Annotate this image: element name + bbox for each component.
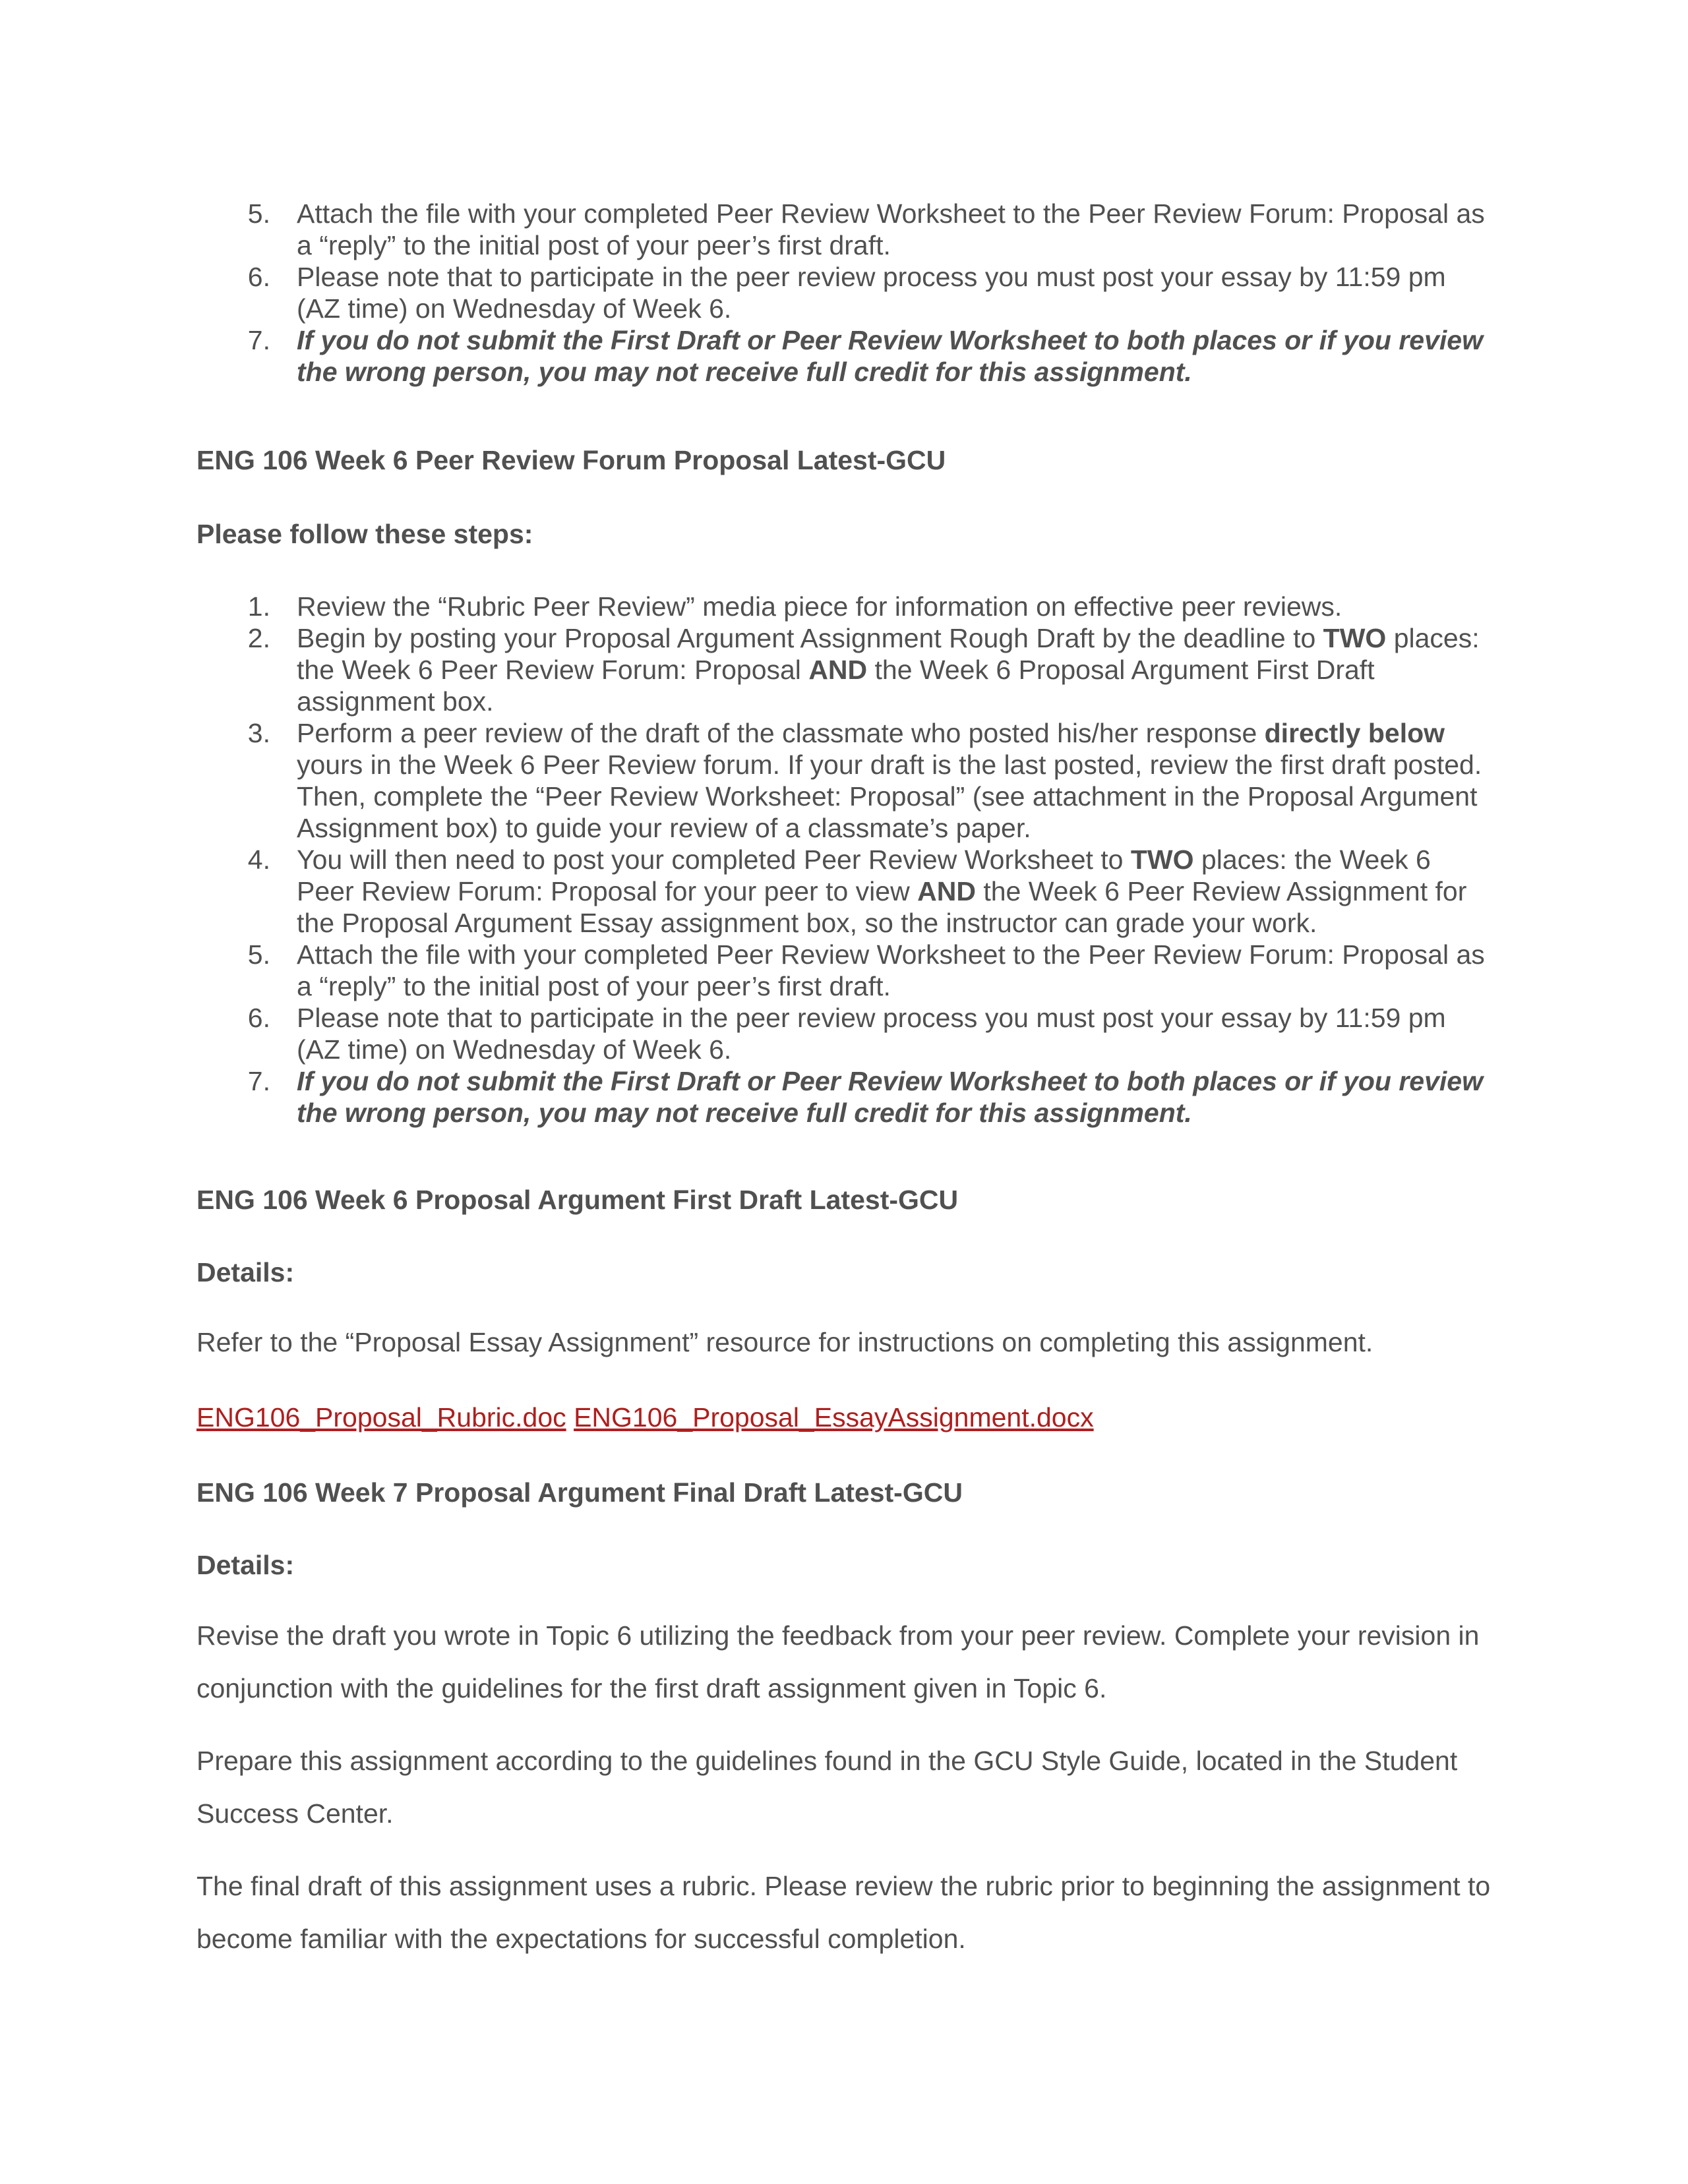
list-item: [234, 939, 1487, 1002]
list-number: 7.: [247, 1066, 270, 1096]
details-label: Details:: [196, 1550, 295, 1580]
warning-text: If you do not submit the First Draft or Peer Review Worksheet to both places or if you review the wrong person, you may not receive full credit for this assignment.: [297, 1066, 1483, 1128]
list-item: [234, 261, 1487, 324]
warning-text: If you do not submit the First Draft or Peer Review Worksheet to both places or if you review the wrong person, you may not receive full credit for this assignment.: [297, 325, 1483, 387]
essay-assignment-doc-link[interactable]: ENG106_Proposal_EssayAssignment.docx: [574, 1402, 1094, 1432]
section-body-text: The final draft of this assignment uses a rubric. Please review the rubric prior to beginning the assignment to become familiar with the expectations for successful completion.: [196, 1871, 1491, 1954]
steps-subheading: Please follow these steps:: [196, 519, 533, 549]
continued-steps-list: [234, 198, 1487, 388]
list-number: 7.: [247, 325, 270, 355]
list-item-text: Attach the file with your completed Peer Review Worksheet to the Peer Review Forum: Proposal as a “reply” to the initial post of your peer’s first draft.: [297, 939, 1485, 1001]
list-item-text: Review the “Rubric Peer Review” media piece for information on effective peer reviews.: [297, 591, 1342, 622]
list-item-text: You will then need to post your completed Peer Review Worksheet to TWO places: the Week 6 Peer Review Forum: Proposal for your peer to view AND the Week 6 Peer Review Assignment for the Proposal Argument Essay assignment box, so the instructor can grade your work.: [297, 844, 1467, 938]
list-item: [234, 198, 1487, 261]
peer-review-steps-list: [234, 591, 1487, 1129]
attachment-links: [196, 1402, 1094, 1433]
list-number: 6.: [247, 262, 270, 292]
list-item-text: Begin by posting your Proposal Argument Assignment Rough Draft by the deadline to TWO places: the Week 6 Peer Review Forum: Proposal AND the Week 6 Proposal Argument First Draft assignment box.: [297, 623, 1480, 717]
list-item: [234, 324, 1487, 388]
list-item-text: Please note that to participate in the peer review process you must post your essay by 11:59 pm (AZ time) on Wednesday of Week 6.: [297, 1003, 1446, 1065]
list-item: [234, 844, 1487, 939]
list-number: 5.: [247, 198, 270, 229]
section-body-text: Refer to the “Proposal Essay Assignment” resource for instructions on completing this assignment.: [196, 1327, 1373, 1357]
details-label: Details:: [196, 1257, 295, 1287]
section-title: ENG 106 Week 7 Proposal Argument Final Draft Latest-GCU: [196, 1477, 963, 1508]
list-number: 3.: [247, 718, 270, 748]
rubric-doc-link[interactable]: ENG106_Proposal_Rubric.doc: [196, 1402, 566, 1432]
section-title: ENG 106 Week 6 Peer Review Forum Proposal Latest-GCU: [196, 445, 946, 475]
list-item-text: Perform a peer review of the draft of the classmate who posted his/her response directly below yours in the Week 6 Peer Review forum. If your draft is the last posted, review the first draft posted. Then, complete the “Peer Review Worksheet: Proposal” (see attachment in the Proposal Argument Assignment box) to guide your review of a classmate’s paper.: [297, 718, 1482, 843]
list-item: [234, 1002, 1487, 1065]
list-item: [234, 717, 1487, 844]
list-item: [234, 591, 1487, 622]
section-title: ENG 106 Week 6 Proposal Argument First Draft Latest-GCU: [196, 1185, 959, 1215]
list-number: 1.: [247, 591, 270, 622]
list-number: 4.: [247, 844, 270, 875]
section-body-text: Prepare this assignment according to the guidelines found in the GCU Style Guide, located in the Student Success Center.: [196, 1746, 1458, 1829]
list-item-text: Please note that to participate in the peer review process you must post your essay by 11:59 pm (AZ time) on Wednesday of Week 6.: [297, 262, 1446, 324]
section-body-text: Revise the draft you wrote in Topic 6 utilizing the feedback from your peer review. Complete your revision in conjunction with the guidelines for the first draft assignment given in Topic 6.: [196, 1620, 1480, 1703]
list-item-text: Attach the file with your completed Peer Review Worksheet to the Peer Review Forum: Proposal as a “reply” to the initial post of your peer’s first draft.: [297, 198, 1485, 260]
list-number: 6.: [247, 1003, 270, 1033]
list-item: [234, 622, 1487, 717]
list-number: 5.: [247, 939, 270, 970]
list-number: 2.: [247, 623, 270, 653]
list-item: [234, 1065, 1487, 1129]
